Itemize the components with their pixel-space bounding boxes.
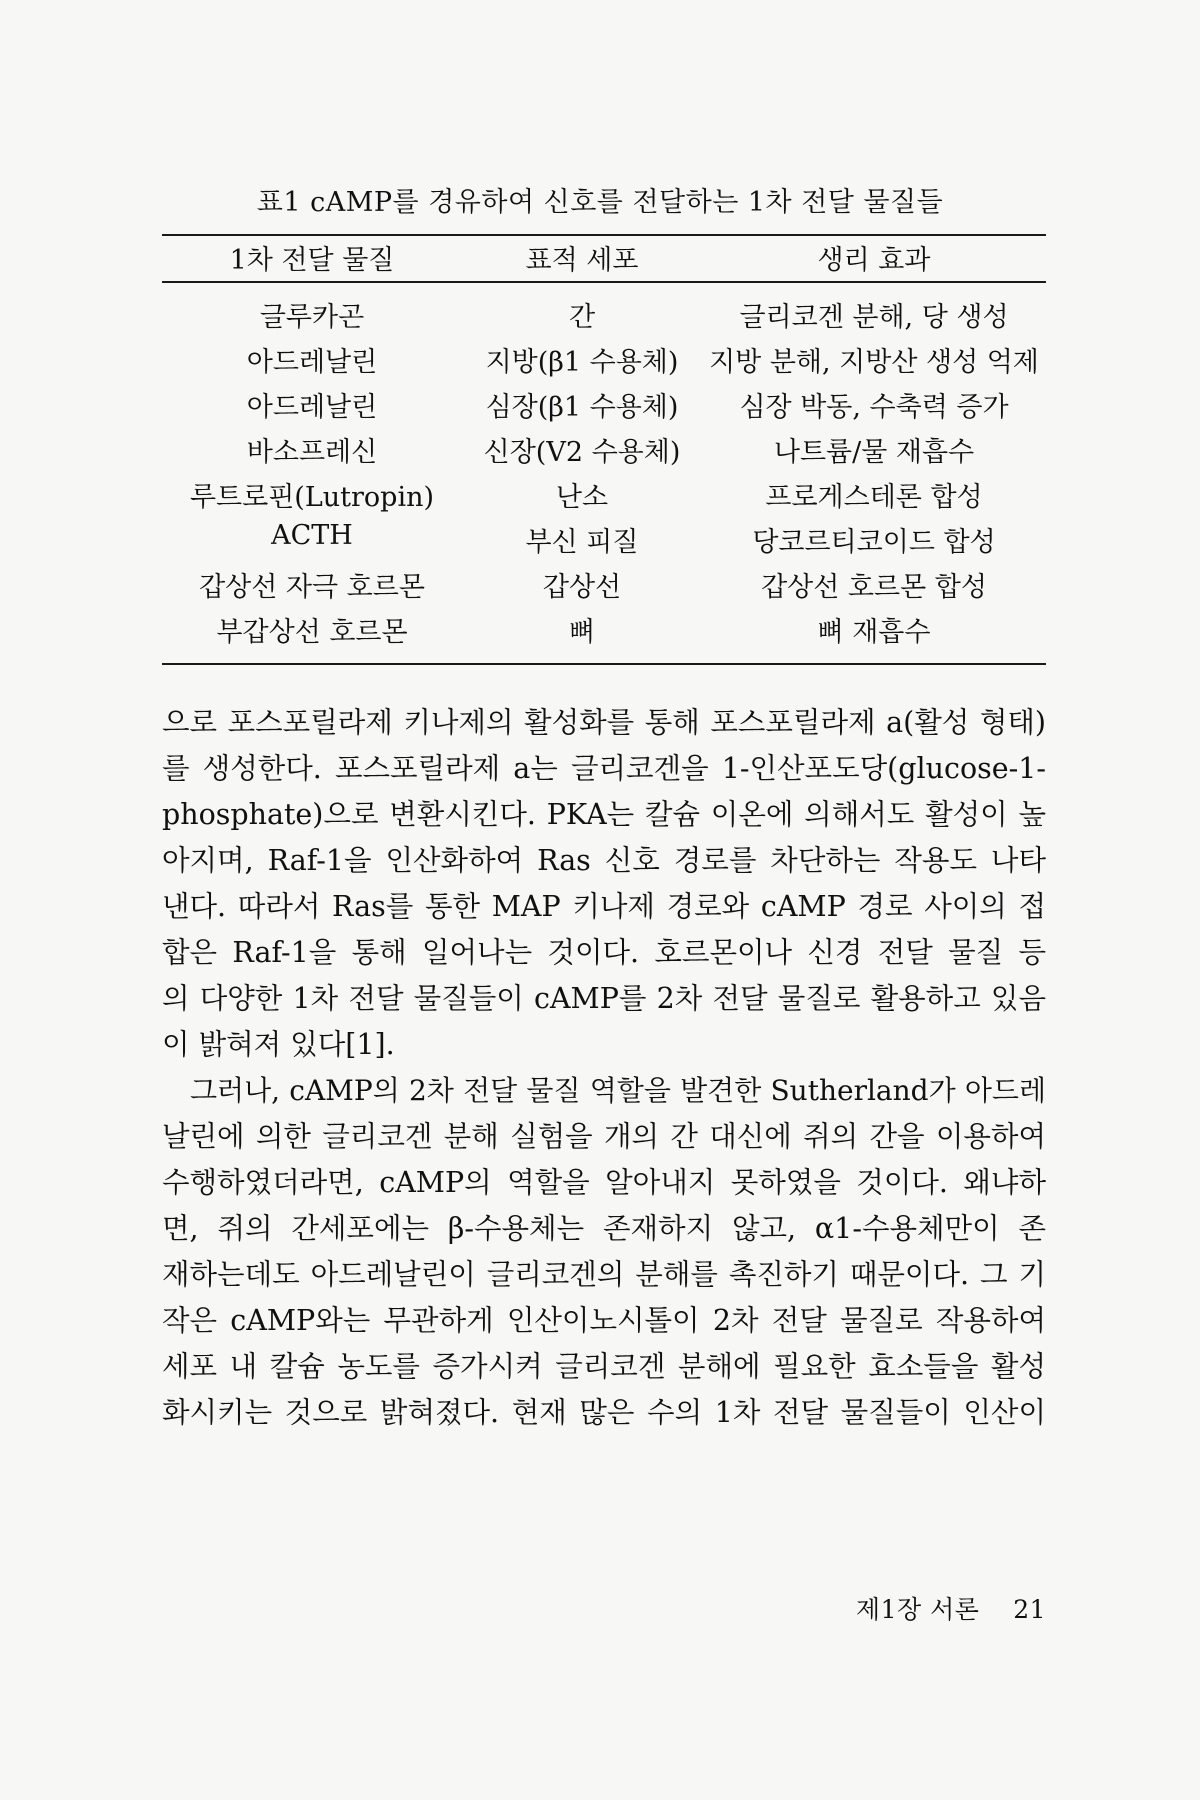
table-top-rule [162, 234, 1046, 236]
cell-target: 신장(V2 수용체) [483, 437, 681, 468]
text-line: 화시키는 것으로 밝혀졌다. 현재 많은 수의 1차 전달 물질들이 인산이 [162, 1396, 1046, 1429]
cell-effect: 나트륨/물 재흡수 [773, 437, 975, 468]
table-header-rule [162, 281, 1046, 283]
cell-target: 뼈 [568, 617, 596, 648]
cell-messenger: 아드레날린 [246, 347, 378, 378]
text-line: 재하는데도 아드레날린이 글리코겐의 분해를 촉진하기 때문이다. 그 기 [162, 1258, 1046, 1291]
header-target-cell: 표적 세포 [525, 245, 639, 276]
cell-effect: 프로게스테론 합성 [765, 482, 983, 513]
cell-effect: 갑상선 호르몬 합성 [761, 572, 987, 603]
chapter-title: 제1장 서론 [855, 1595, 980, 1624]
text-line: 세포 내 칼슘 농도를 증가시켜 글리코겐 분해에 필요한 효소들을 활성 [162, 1350, 1046, 1383]
cell-messenger: 바소프레신 [246, 437, 378, 468]
text-line: 이 밝혀져 있다[1]. [162, 1028, 395, 1061]
text-line: 으로 포스포릴라제 키나제의 활성화를 통해 포스포릴라제 a(활성 형태) [162, 706, 1046, 739]
cell-target: 심장(β1 수용체) [485, 392, 679, 423]
table-row [162, 295, 1046, 339]
page-footer [800, 1590, 1046, 1626]
header-messenger: 1차 전달 물질 [229, 245, 395, 276]
cell-messenger: 루트로핀(Lutropin) [189, 482, 435, 513]
table-row [162, 430, 1046, 474]
table-header-row [162, 238, 1046, 282]
text-line: 낸다. 따라서 Ras를 통한 MAP 키나제 경로와 cAMP 경로 사이의 접 [162, 890, 1046, 923]
text-line: phosphate)으로 변환시킨다. PKA는 칼슘 이온에 의해서도 활성이 높 [162, 798, 1046, 831]
paragraph-1 [162, 700, 1046, 1068]
table-row [162, 340, 1046, 384]
text-line: 작은 cAMP와는 무관하게 인산이노시톨이 2차 전달 물질로 작용하여 [162, 1304, 1046, 1337]
page-number: 21 [1013, 1595, 1046, 1624]
table-row [162, 520, 1046, 564]
cell-target: 갑상선 [542, 572, 622, 603]
text-line: 를 생성한다. 포스포릴라제 a는 글리코겐을 1-인산포도당(glucose-1- [162, 752, 1046, 785]
cell-target: 지방(β1 수용체) [485, 347, 679, 378]
cell-messenger: 아드레날린 [246, 392, 378, 423]
text-line: 수행하였더라면, cAMP의 역할을 알아내지 못하였을 것이다. 왜냐하 [162, 1166, 1046, 1199]
cell-messenger: 갑상선 자극 호르몬 [199, 572, 425, 603]
table-bottom-rule [162, 663, 1046, 665]
cell-effect: 당코르티코이드 합성 [752, 527, 996, 558]
cell-effect: 지방 분해, 지방산 생성 억제 [709, 347, 1039, 378]
cell-messenger: 부갑상선 호르몬 [216, 617, 408, 648]
table-row [162, 610, 1046, 654]
cell-effect: 뼈 재흡수 [817, 617, 931, 648]
cell-target: 간 [568, 302, 596, 333]
table-caption: 표1 cAMP를 경유하여 신호를 전달하는 1차 전달 물질들 [256, 187, 944, 218]
table-row [162, 475, 1046, 519]
cell-messenger: ACTH [271, 520, 353, 551]
text-line: 아지며, Raf-1을 인산화하여 Ras 신호 경로를 차단하는 작용도 나타 [162, 844, 1046, 877]
text-line: 면, 쥐의 간세포에는 β-수용체는 존재하지 않고, α1-수용체만이 존 [162, 1212, 1046, 1245]
cell-effect: 심장 박동, 수축력 증가 [739, 392, 1009, 423]
text-line: 의 다양한 1차 전달 물질들이 cAMP를 2차 전달 물질로 활용하고 있음 [162, 982, 1046, 1015]
cell-target: 부신 피질 [525, 527, 639, 558]
text-line: 그러나, cAMP의 2차 전달 물질 역할을 발견한 Sutherland가 아드레 [190, 1074, 1046, 1107]
cell-messenger: 글루카곤 [259, 302, 365, 333]
paragraph-2 [162, 1068, 1046, 1436]
table-row [162, 385, 1046, 429]
cell-effect: 글리코겐 분해, 당 생성 [739, 302, 1009, 333]
table-row [162, 565, 1046, 609]
text-line: 합은 Raf-1을 통해 일어나는 것이다. 호르몬이나 신경 전달 물질 등 [162, 936, 1046, 969]
cell-target: 난소 [555, 482, 609, 513]
text-line: 날린에 의한 글리코겐 분해 실험을 개의 간 대신에 쥐의 간을 이용하여 [162, 1120, 1046, 1153]
header-physiological-effect: 생리 효과 [817, 245, 931, 276]
